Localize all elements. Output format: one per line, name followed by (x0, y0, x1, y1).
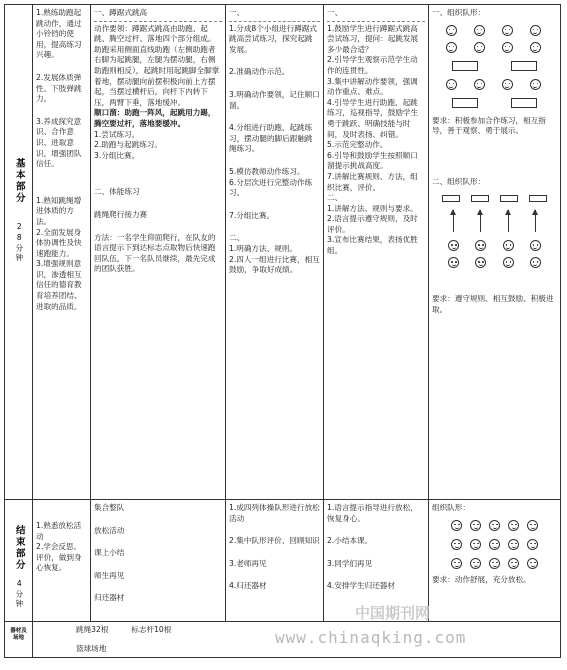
content-text: 方法：一名学生仰面爬行，在队友的语言提示下到达标志点取物后快速跑回队伍，下一名队员继续，最先完成的团队获胜。 (94, 232, 216, 274)
teacher-heading: 二、 (327, 193, 343, 203)
equipment-section-label: 器材及场地 (10, 628, 27, 641)
student-step: 2.四人一组进行比赛，相互鼓励，争取好成绩。 (229, 254, 320, 275)
basic-content-cell (91, 5, 226, 500)
end-content-item: 师生再见 (94, 570, 125, 580)
student-heading: 一、 (229, 8, 245, 17)
end-section-row (5, 500, 561, 622)
end-teacher-step: 3.同学们再见 (327, 558, 373, 568)
station-icon (511, 98, 537, 108)
team-columns (440, 240, 549, 268)
student-face-icon (470, 539, 481, 550)
content-rhyme: 顺口溜：助跑一阵风，起跳用力踢，腾空要过杆，落地要缓冲。 (94, 108, 216, 128)
student-face-icon (474, 79, 485, 90)
end-section-cell (5, 500, 33, 622)
end-student-step: 4.归还器材 (229, 581, 267, 591)
up-arrow-icon (453, 210, 454, 232)
formation-note: 要求：动作舒展，充分放松。 (432, 574, 531, 584)
student-face-icon (475, 240, 486, 251)
student-face-icon (508, 558, 519, 569)
teacher-step: 2.语言提示遵守规则，及时评价。 (327, 214, 418, 234)
content-step: 1.尝试练习。 (94, 129, 140, 139)
goal-item: 1.熟知跳绳增进体质的方法。 (36, 195, 82, 226)
student-step: 4.分组进行助跑、起跳练习，摆动腿的脚后跟触跳绳练习。 (229, 123, 313, 154)
venue-text: 篮球场地 (76, 643, 107, 653)
student-face-icon (489, 539, 500, 550)
end-teacher-step: 2.小结本课。 (327, 536, 373, 546)
student-face-icon (530, 25, 541, 36)
watermark-url: www.chinaqking.com (275, 628, 467, 647)
basic-goals-cell (33, 5, 91, 500)
end-students-cell (226, 500, 324, 622)
student-face-icon (530, 257, 541, 268)
student-step: 5.模仿教师动作练习。 (229, 166, 305, 176)
student-face-icon (451, 539, 462, 550)
teacher-step: 2.引导学生观察示范学生动作的连贯性。 (327, 55, 418, 75)
station-icon (452, 98, 478, 108)
student-face-icon (530, 42, 541, 53)
content-subheading: 跳绳爬行接力赛 (94, 209, 148, 219)
jump-station-diagram (436, 98, 553, 108)
marker-icon (442, 195, 460, 202)
student-face-icon (475, 257, 486, 268)
student-step: 1.分成8个小组进行蹲踞式跳高尝试练习，探究起跳发展。 (229, 23, 318, 54)
teacher-step: 3.集中讲解动作要领，强调动作重点、难点。 (327, 76, 418, 97)
student-step: 6.分层次进行完整动作练习。 (229, 177, 313, 198)
student-face-icon (508, 539, 519, 550)
student-face-icon (530, 79, 541, 90)
student-face-icon (503, 257, 514, 268)
marker-diagram (436, 195, 553, 202)
teacher-step: 1.鼓励学生进行蹲踞式跳高尝试练习，提问：起跳发展多少最合适？ (327, 23, 419, 54)
formation-diagram (432, 25, 557, 53)
marker-icon (500, 195, 518, 202)
student-step: 7.分组比赛。 (229, 210, 275, 220)
student-face-icon (470, 558, 481, 569)
equipment-section-cell (5, 622, 33, 658)
formation-title: 组织队形： (432, 503, 470, 512)
end-content-item: 课上小结 (94, 548, 125, 558)
student-face-icon (470, 520, 481, 531)
teacher-step: 7.讲解比赛规则、方法，组织比赛，评价。 (327, 171, 418, 192)
end-student-step: 1.成四列体操队形进行放松活动 (229, 503, 320, 523)
end-content-item: 放松活动 (94, 525, 125, 535)
teacher-heading: 一、 (327, 8, 343, 17)
end-content-cell (91, 500, 226, 622)
student-face-icon (503, 240, 514, 251)
jump-station-diagram (436, 61, 553, 71)
end-student-step: 3.老师再见 (229, 558, 267, 568)
content-heading: 二、体能练习 (94, 187, 140, 197)
student-step: 2.准确动作示范。 (229, 67, 290, 77)
end-student-step: 2.集中队形评价、回顾知识 (229, 536, 320, 546)
end-formation-diagram (432, 520, 557, 569)
goal-item: 3.养成探究意识、合作意识、进取意识，增强团队信任。 (36, 116, 82, 169)
goal-item: 2.学会反思、评价，做到身心恢复。 (36, 542, 82, 573)
marker-icon (471, 195, 489, 202)
marker-icon (529, 195, 547, 202)
up-arrow-icon (535, 210, 536, 232)
student-face-icon (489, 520, 500, 531)
student-face-icon (451, 520, 462, 531)
goal-item: 1.熟练助跑起跳动作，通过小铃铛的使用，提高练习兴趣。 (36, 8, 82, 60)
student-face-icon (451, 558, 462, 569)
formation-note: 要求：积极参加合作练习，相互指导，善于观察、勇于展示。 (432, 115, 546, 136)
goal-item: 3.增强规则意识，渗透相互信任的德育教育培养团结、进取的品质。 (36, 259, 82, 311)
teacher-step: 6.引导和鼓励学生按照顺口溜提示挑战高度。 (327, 150, 418, 171)
basic-formation-cell (429, 5, 561, 500)
teacher-step: 3.宣布比赛结果，表扬优胜组。 (327, 235, 418, 256)
equipment-item: 跳绳32根 (76, 625, 109, 634)
content-step: 2.助跑与起跳练习。 (94, 140, 162, 150)
end-section-time: 4分钟 (14, 578, 24, 609)
goal-item: 1.熟悉放松活动 (36, 521, 82, 541)
goal-item: 2.全面发展身体协调性及快速跑能力。 (36, 227, 82, 258)
basic-section-label: 基本部分 (13, 158, 25, 204)
student-face-icon (508, 520, 519, 531)
student-face-icon (527, 520, 538, 531)
basic-students-cell (226, 5, 324, 500)
basic-section-row (5, 5, 561, 500)
station-icon (452, 61, 478, 71)
student-face-icon (474, 42, 485, 53)
student-step: 1.明确方法、规则。 (229, 243, 297, 253)
teacher-step: 5.示范完整动作。 (327, 140, 388, 150)
end-teacher-step: 4.安排学生归还器材 (327, 581, 395, 591)
student-face-icon (502, 79, 513, 90)
student-step: 3.明确动作要领，记住顺口溜。 (229, 89, 320, 110)
content-step: 3.分组比赛。 (94, 150, 140, 160)
content-text: 动作要领：蹲踞式跳高由助跑、起跳、腾空过杆、落地四个部分组成。助跑采用侧面直线助跑（左侧助跑者右脚为起跳腿，左腿为摆动腿，右侧助跑则相反），起跳时用起跳脚全脚掌着地，摆动腿向前摆积极向前上方摆起，当摆过横杆后，向杆下内转下压，两臂下垂，落地缓冲。 (94, 23, 220, 107)
equipment-item: 标志杆10根 (131, 625, 172, 634)
basic-section-time: 28分钟 (14, 221, 24, 263)
watermark-cn: 中国期刊网 (355, 604, 431, 622)
station-icon (511, 61, 537, 71)
basic-section-cell (5, 5, 33, 500)
student-face-icon (448, 257, 459, 268)
goal-item: 2.发展体质弹性、下肢弹跳力。 (36, 72, 82, 104)
teacher-step: 4.引导学生进行助跑、起跳练习，巡视指导，鼓励学生勇于跳跃、明确技能与时间，及时表扬、纠错。 (327, 97, 419, 139)
end-section-label: 结束部分 (13, 525, 25, 571)
formation-title: 一、组织队形： (432, 8, 486, 17)
student-face-icon (527, 539, 538, 550)
student-heading: 二、 (229, 233, 245, 243)
student-face-icon (474, 25, 485, 36)
student-face-icon (489, 558, 500, 569)
end-teacher-step: 1.语言提示指导进行放松，恢复身心。 (327, 503, 418, 523)
up-arrow-icon (508, 210, 509, 232)
end-content-item: 集合整队 (94, 503, 125, 512)
end-content-item: 归还器材 (94, 593, 125, 603)
formation-diagram (432, 79, 557, 90)
content-heading: 一、蹲踞式跳高 (94, 8, 148, 17)
student-face-icon (502, 25, 513, 36)
student-face-icon (446, 42, 457, 53)
student-face-icon (502, 42, 513, 53)
lesson-plan-table (4, 4, 561, 658)
end-goals-cell (33, 500, 91, 622)
formation-title: 二、组织队形： (432, 176, 486, 186)
teacher-step: 1.讲解方法、规则与要求。 (327, 203, 418, 213)
formation-note: 要求：遵守规则、相互鼓励、积极进取。 (432, 294, 554, 314)
student-face-icon (530, 240, 541, 251)
up-arrow-icon (480, 210, 481, 232)
student-face-icon (448, 240, 459, 251)
student-face-icon (527, 558, 538, 569)
basic-teacher-cell (324, 5, 429, 500)
direction-diagram (440, 210, 549, 232)
end-formation-cell (429, 500, 561, 622)
student-face-icon (446, 25, 457, 36)
student-face-icon (446, 79, 457, 90)
